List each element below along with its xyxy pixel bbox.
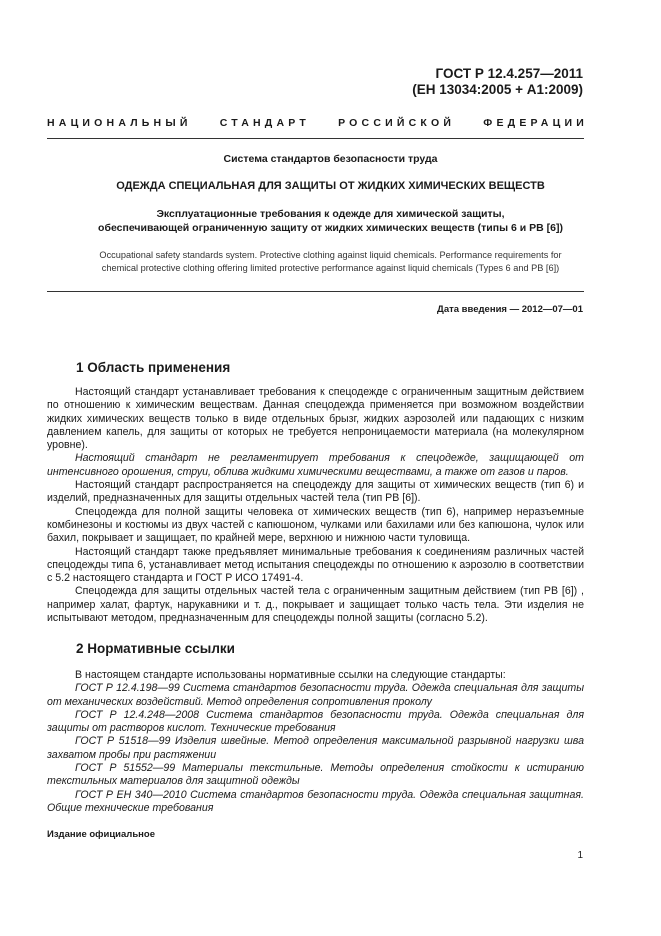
section-1-paragraph: Спецодежда для полной защиты человека от химических веществ (тип 6), например неразъемные комбинезоны и костюмы из двух частей с капюшоном, чулками или бахилами или без капюшона, чулок или бахил, покрывает и защищает, по крайней мере, верхнюю и нижнюю части туловища. <box>47 505 584 545</box>
reference-item: ГОСТ Р ЕН 340—2010 Система стандартов безопасности труда. Одежда специальная защитная. Общие технические требования <box>47 788 584 814</box>
reference-item: ГОСТ Р 12.4.198—99 Система стандартов безопасности труда. Одежда специальная для защиты от механических воздействий. Метод определения сопротивления проколу <box>47 682 584 708</box>
section-2-intro: В настоящем стандарте использованы нормативные ссылки на следующие стандарты: <box>75 669 506 681</box>
section-2-body <box>47 669 584 815</box>
section-1-body <box>47 386 584 625</box>
section-2-heading-text: 2 Нормативные ссылки <box>76 641 235 656</box>
subtitle-line-2: обеспечивающей ограниченную защиту от жидких химических веществ (типы 6 и PB [6]) <box>98 222 563 234</box>
section-1-paragraph: Спецодежда для защиты отдельных частей тела с ограниченным защитным действием (тип PB [6]) , например халат, фартук, нарукавники и т. д., покрывает и защищает только часть тела. Эти изделия не испытывают методом, предназначенным для спецодежды полной защиты (согласно 5.2). <box>47 585 584 625</box>
reference-item: ГОСТ Р 51552—99 Материалы текстильные. Методы определения стойкости к истиранию текстильных материалов для защитной одежды <box>47 762 584 788</box>
section-1-paragraph: Настоящий стандарт также предъявляет минимальные требования к соединениям различных частей спецодежды типа 6, устанавливает метод испытания спецодежды по отношению к аэрозолю в соответствии с 5.2 настоящего стандарта и ГОСТ Р ИСО 17491-4. <box>47 545 584 585</box>
section-1-heading-text: 1 Область применения <box>76 360 231 375</box>
banner-word-3: РОССИЙСКОЙ <box>338 117 456 129</box>
banner-divider <box>47 138 584 139</box>
reference-item: ГОСТ Р 12.4.248—2008 Система стандартов безопасности труда. Одежда специальная для защиты от растворов кислот. Технические требования <box>47 708 584 735</box>
section-2-heading <box>76 641 235 656</box>
subtitle-line-1: Эксплуатационные требования к одежде для химической защиты, <box>156 208 505 220</box>
system-title: Система стандартов безопасности труда <box>223 153 438 165</box>
section-1-paragraph: Настоящий стандарт устанавливает требования к спецодежде с ограниченным защитным действием по отношению к химическим веществам. Данная спецодежда применяется при возможном воздействии жидких химических веществ только в виде отдельных брызг, жидких аэрозолей или падающих с низким давлением капель, для защиты от которых не требуется непроницаемости материала (на молекулярном уровне). <box>47 386 584 452</box>
english-title-line-1: Occupational safety standards system. Protective clothing against liquid chemicals. Performance requirements for <box>99 250 562 260</box>
banner-word-2: СТАНДАРТ <box>219 117 310 129</box>
standard-number: ГОСТ Р 12.4.257—2011 <box>435 66 583 81</box>
title-divider <box>47 291 584 292</box>
page-number: 1 <box>577 850 583 861</box>
official-edition-label: Издание официальное <box>47 829 155 840</box>
section-1-paragraph: Настоящий стандарт не регламентирует требования к спецодежде, защищающей от интенсивного орошения, струи, облива жидкими химическими веществами, а также от газов и паров. <box>47 452 584 478</box>
introduction-date: Дата введения — 2012—07—01 <box>437 304 583 315</box>
en-standard-number: (ЕН 13034:2005 + А1:2009) <box>412 82 583 97</box>
banner-word-1: НАЦИОНАЛЬНЫЙ <box>47 117 192 129</box>
english-title-line-2: chemical protective clothing offering limited protective performance against liquid chemicals (Types 6 and PB [6]) <box>101 263 560 273</box>
reference-item: ГОСТ Р 51518—99 Изделия швейные. Метод определения максимальной разрывной нагрузки шва захватом пробы при растяжении <box>47 735 584 761</box>
banner-word-4: ФЕДЕРАЦИИ <box>483 117 588 129</box>
section-1-heading <box>76 360 230 375</box>
section-1-paragraph: Настоящий стандарт распространяется на спецодежду для защиты от химических веществ (тип 6) и изделий, предназначенных для защиты отдельных частей тела (тип PB [6]). <box>47 479 584 505</box>
main-title: ОДЕЖДА СПЕЦИАЛЬНАЯ ДЛЯ ЗАЩИТЫ ОТ ЖИДКИХ ХИМИЧЕСКИХ ВЕЩЕСТВ <box>116 180 545 192</box>
national-standard-banner <box>47 117 588 129</box>
